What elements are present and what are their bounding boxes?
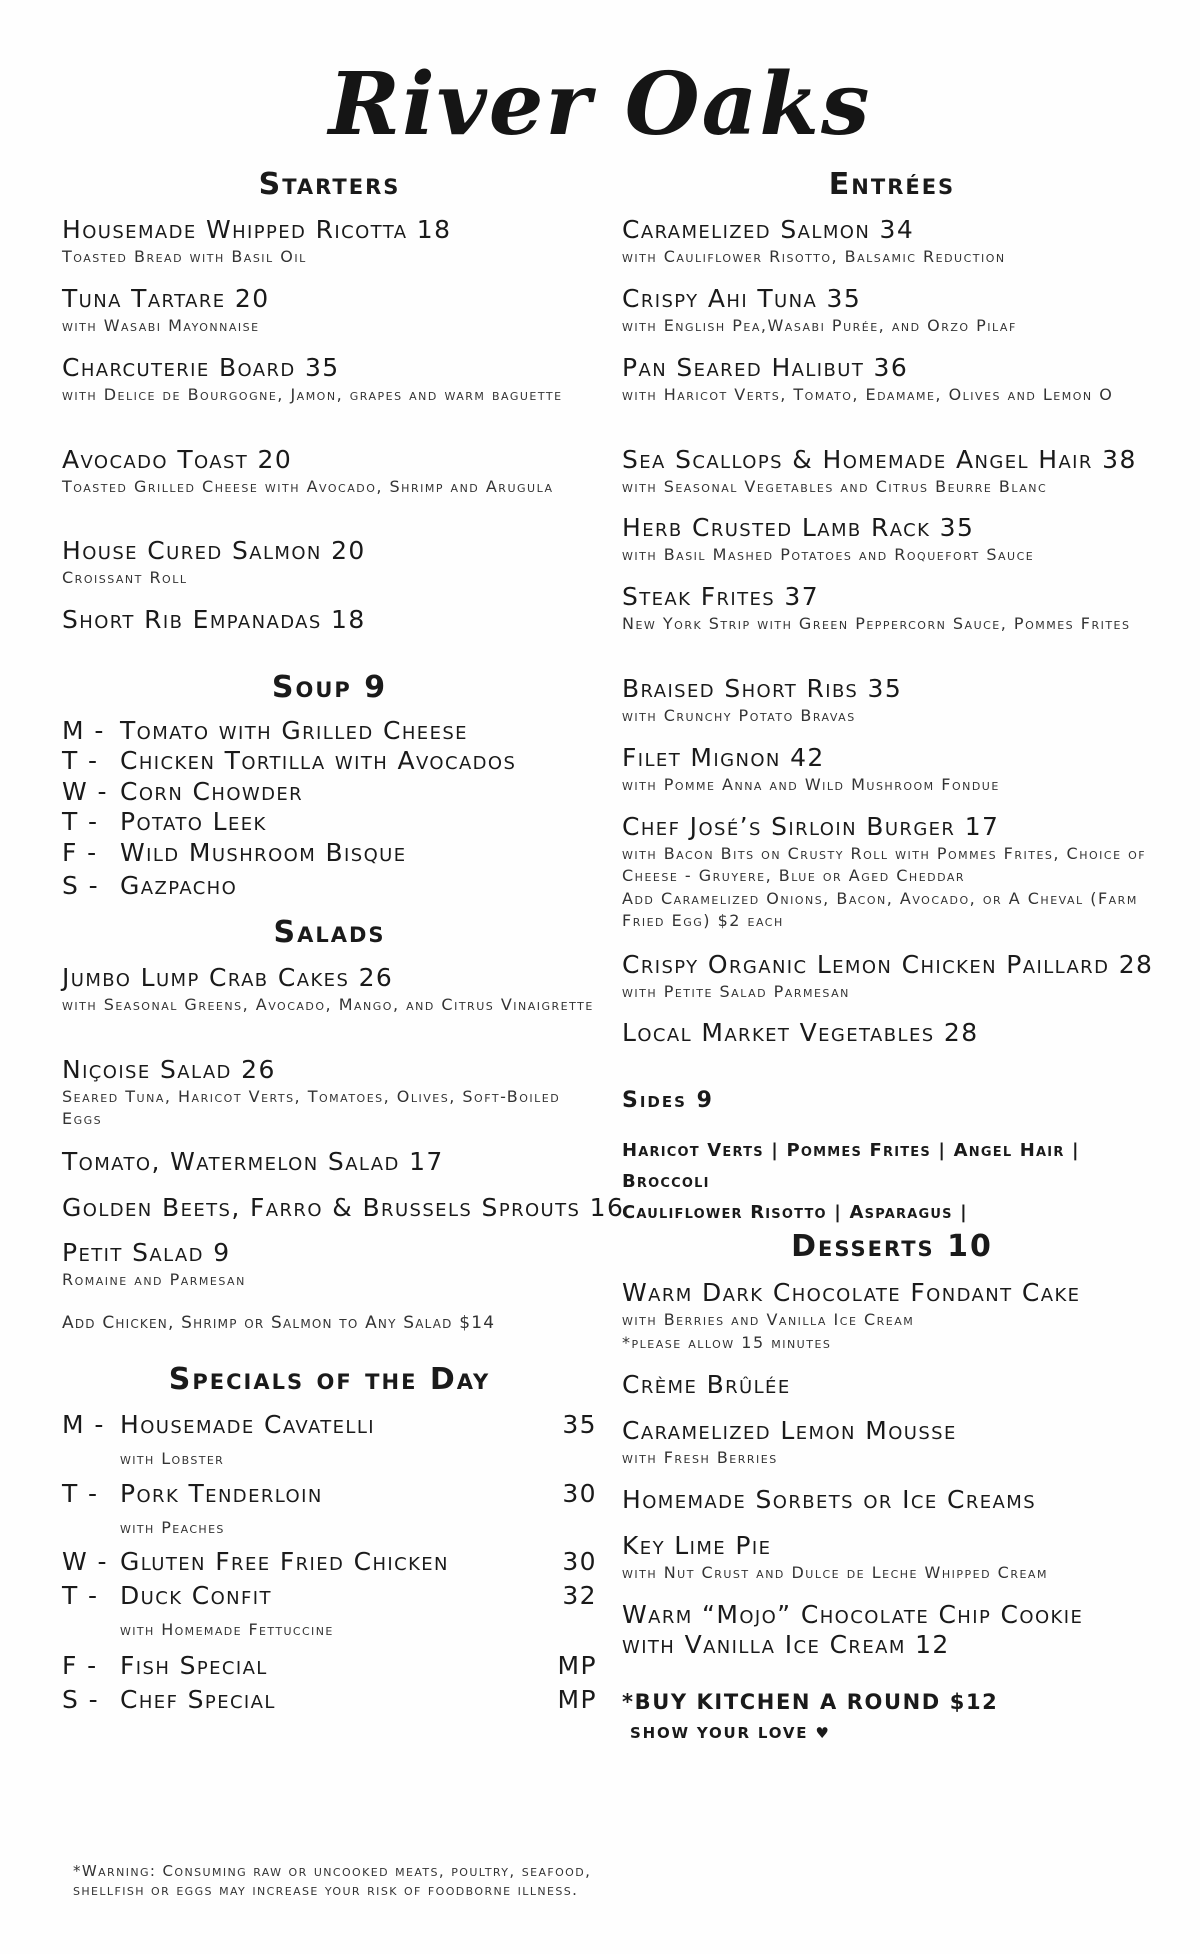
menu-item — [622, 1018, 1162, 1048]
special-name: Pork Tenderloin — [120, 1479, 323, 1508]
item-name-cont: with Vanilla Ice Cream 12 — [622, 1630, 950, 1659]
salads-heading: Salads — [273, 915, 386, 950]
entrees-heading: Entrées — [828, 167, 956, 202]
item-name: Herb Crusted Lamb Rack 35 — [622, 513, 975, 542]
special-name: Fish Special — [120, 1651, 268, 1680]
show-love: SHOW YOUR LOVE ♥ — [630, 1724, 831, 1742]
item-desc: Romaine and Parmesan — [62, 1270, 246, 1289]
item-name: House Cured Salmon 20 — [62, 536, 366, 565]
day-label: T - — [62, 1581, 99, 1610]
special-row — [62, 1685, 597, 1715]
item-name: Sea Scallops & Homemade Angel Hair 38 — [622, 445, 1137, 474]
special-price: 35 — [562, 1410, 597, 1439]
health-warning: *Warning: Consuming raw or uncooked meats, poultry, seafood, shellfish or eggs may increase your risk of foodborne illness. — [73, 1862, 592, 1899]
special-price: MP — [557, 1685, 597, 1714]
item-name: Braised Short Ribs 35 — [622, 674, 903, 703]
item-desc: with English Pea,Wasabi Purée, and Orzo Pilaf — [622, 316, 1017, 335]
item-name: Tomato, Watermelon Salad 17 — [62, 1147, 444, 1176]
item-desc: Toasted Grilled Cheese with Avocado, Shrimp and Arugula — [62, 477, 554, 496]
soup-name: Tomato with Grilled Cheese — [120, 716, 468, 745]
sides-line: Cauliflower Risotto | Asparagus | — [622, 1202, 968, 1223]
menu-item — [622, 1416, 1162, 1469]
menu-item — [622, 674, 1162, 727]
day-label: S - — [62, 1685, 100, 1714]
item-name: Avocado Toast 20 — [62, 445, 293, 474]
menu-item — [622, 513, 1162, 566]
special-name: Chef Special — [120, 1685, 276, 1714]
day-label: M - — [62, 716, 105, 745]
special-row — [62, 1410, 597, 1468]
soup-name: Corn Chowder — [120, 777, 304, 806]
menu-item — [622, 215, 1162, 268]
menu-item — [62, 215, 597, 268]
menu-item — [622, 1370, 1162, 1400]
item-desc: with Petite Salad Parmesan — [622, 982, 850, 1001]
soup-row — [62, 838, 597, 868]
menu-item — [62, 445, 597, 498]
special-sub: with Peaches — [120, 1518, 225, 1537]
menu-item — [62, 1055, 597, 1130]
soup-name: Wild Mushroom Bisque — [120, 838, 407, 867]
special-name: Gluten Free Fried Chicken — [120, 1547, 449, 1576]
item-name: Crispy Ahi Tuna 35 — [622, 284, 862, 313]
soup-row — [62, 807, 597, 837]
soup-heading: Soup 9 — [271, 670, 388, 705]
day-label: W - — [62, 777, 108, 806]
item-desc: with Delice de Bourgogne, Jamon, grapes and warm baguette — [62, 385, 563, 404]
item-name: Local Market Vegetables 28 — [622, 1018, 979, 1047]
menu-item — [622, 950, 1162, 1003]
day-label: T - — [62, 1479, 99, 1508]
menu-item — [622, 812, 1162, 932]
menu-item — [622, 1531, 1162, 1584]
special-price: 30 — [562, 1479, 597, 1508]
restaurant-logo: River Oaks — [328, 54, 872, 155]
menu-item — [622, 1600, 1162, 1660]
day-label: T - — [62, 807, 99, 836]
day-label: T - — [62, 746, 99, 775]
item-desc: with Berries and Vanilla Ice Cream — [622, 1310, 915, 1329]
day-label: W - — [62, 1547, 108, 1576]
day-label: S - — [62, 871, 100, 900]
day-label: M - — [62, 1410, 105, 1439]
kitchen-round: *BUY KITCHEN A ROUND $12 — [622, 1690, 999, 1714]
item-desc: with Cauliflower Risotto, Balsamic Reduction — [622, 247, 1006, 266]
special-sub: with Homemade Fettuccine — [120, 1620, 334, 1639]
item-name: Crispy Organic Lemon Chicken Paillard 28 — [622, 950, 1154, 979]
item-desc: with Bacon Bits on Crusty Roll with Pommes Frites, Choice of Cheese - Gruyere, Blue or Aged Cheddar — [622, 844, 1147, 885]
item-name: Housemade Whipped Ricotta 18 — [62, 215, 452, 244]
item-desc: with Fresh Berries — [622, 1448, 778, 1467]
menu-item — [622, 284, 1162, 337]
sides-list — [622, 1135, 1162, 1228]
starters-heading: Starters — [258, 167, 401, 202]
item-name: Pan Seared Halibut 36 — [622, 353, 909, 382]
special-price: 32 — [562, 1581, 597, 1610]
item-desc: Toasted Bread with Basil Oil — [62, 247, 307, 266]
special-name: Housemade Cavatelli — [120, 1410, 375, 1439]
item-name: Golden Beets, Farro & Brussels Sprouts 16 — [62, 1193, 625, 1222]
menu-item — [62, 536, 597, 589]
item-desc: with Seasonal Greens, Avocado, Mango, and Citrus Vinaigrette — [62, 995, 594, 1014]
menu-item — [62, 605, 597, 635]
special-row — [62, 1651, 597, 1681]
menu-item — [622, 743, 1162, 796]
soup-row — [62, 777, 597, 807]
day-label: F - — [62, 838, 98, 867]
special-row — [62, 1479, 597, 1537]
item-name: Caramelized Lemon Mousse — [622, 1416, 957, 1445]
menu-item — [62, 1238, 597, 1291]
right-column — [622, 0, 1162, 1954]
item-desc: with Wasabi Mayonnaise — [62, 316, 260, 335]
special-row — [62, 1581, 597, 1639]
special-row — [62, 1547, 597, 1577]
menu-item — [622, 1485, 1162, 1515]
item-name: Homemade Sorbets or Ice Creams — [622, 1485, 1037, 1514]
sides-line: Haricot Verts | Pommes Frites | Angel Hair | Broccoli — [622, 1140, 1080, 1192]
item-name: Filet Mignon 42 — [622, 743, 825, 772]
menu-item — [62, 1147, 597, 1177]
menu-item — [62, 963, 597, 1016]
soup-row — [62, 746, 597, 776]
special-price: 30 — [562, 1547, 597, 1576]
desserts-heading: Desserts 10 — [791, 1229, 993, 1264]
menu-item — [622, 582, 1162, 635]
item-desc: with Pomme Anna and Wild Mushroom Fondue — [622, 775, 1000, 794]
menu-item — [62, 353, 597, 406]
item-desc: Seared Tuna, Haricot Verts, Tomatoes, Olives, Soft-Boiled Eggs — [62, 1087, 561, 1128]
item-name: Steak Frites 37 — [622, 582, 820, 611]
menu-item — [622, 353, 1162, 406]
item-name: Crème Brûlée — [622, 1370, 791, 1399]
day-label: F - — [62, 1651, 98, 1680]
item-desc: with Haricot Verts, Tomato, Edamame, Olives and Lemon O — [622, 385, 1114, 404]
item-desc: with Seasonal Vegetables and Citrus Beurre Blanc — [622, 477, 1048, 496]
item-desc: with Basil Mashed Potatoes and Roquefort Sauce — [622, 545, 1035, 564]
item-desc: with Nut Crust and Dulce de Leche Whipped Cream — [622, 1563, 1048, 1582]
sides-heading: Sides 9 — [622, 1088, 714, 1113]
item-desc: with Crunchy Potato Bravas — [622, 706, 856, 725]
soup-name: Chicken Tortilla with Avocados — [120, 746, 517, 775]
item-name: Petit Salad 9 — [62, 1238, 231, 1267]
item-name: Tuna Tartare 20 — [62, 284, 270, 313]
menu-item — [622, 445, 1162, 498]
soup-name: Gazpacho — [120, 871, 238, 900]
salad-addon-note: Add Chicken, Shrimp or Salmon to Any Salad $14 — [62, 1313, 496, 1333]
specials-heading: Specials of the Day — [168, 1362, 491, 1397]
item-name: Charcuterie Board 35 — [62, 353, 340, 382]
soup-row — [62, 716, 597, 746]
item-name: Chef José’s Sirloin Burger 17 — [622, 812, 1000, 841]
item-name: Caramelized Salmon 34 — [622, 215, 915, 244]
item-desc: Croissant Roll — [62, 568, 188, 587]
special-price: MP — [557, 1651, 597, 1680]
item-name: Warm “Mojo” Chocolate Chip Cookie — [622, 1600, 1084, 1629]
item-name: Warm Dark Chocolate Fondant Cake — [622, 1278, 1081, 1307]
item-desc-addon: Add Caramelized Onions, Bacon, Avocado, or A Cheval (Farm Fried Egg) $2 each — [622, 889, 1138, 930]
menu-item — [62, 1193, 625, 1223]
special-sub: with Lobster — [120, 1449, 225, 1468]
menu-item — [62, 284, 597, 337]
item-name: Key Lime Pie — [622, 1531, 772, 1560]
item-note: *please allow 15 minutes — [622, 1333, 832, 1352]
soup-row — [62, 871, 597, 901]
item-name: Short Rib Empanadas 18 — [62, 605, 366, 634]
item-name: Niçoise Salad 26 — [62, 1055, 276, 1084]
soup-name: Potato Leek — [120, 807, 267, 836]
menu-item — [622, 1278, 1162, 1354]
item-desc: New York Strip with Green Peppercorn Sauce, Pommes Frites — [622, 614, 1131, 633]
special-name: Duck Confit — [120, 1581, 272, 1610]
item-name: Jumbo Lump Crab Cakes 26 — [62, 963, 394, 992]
